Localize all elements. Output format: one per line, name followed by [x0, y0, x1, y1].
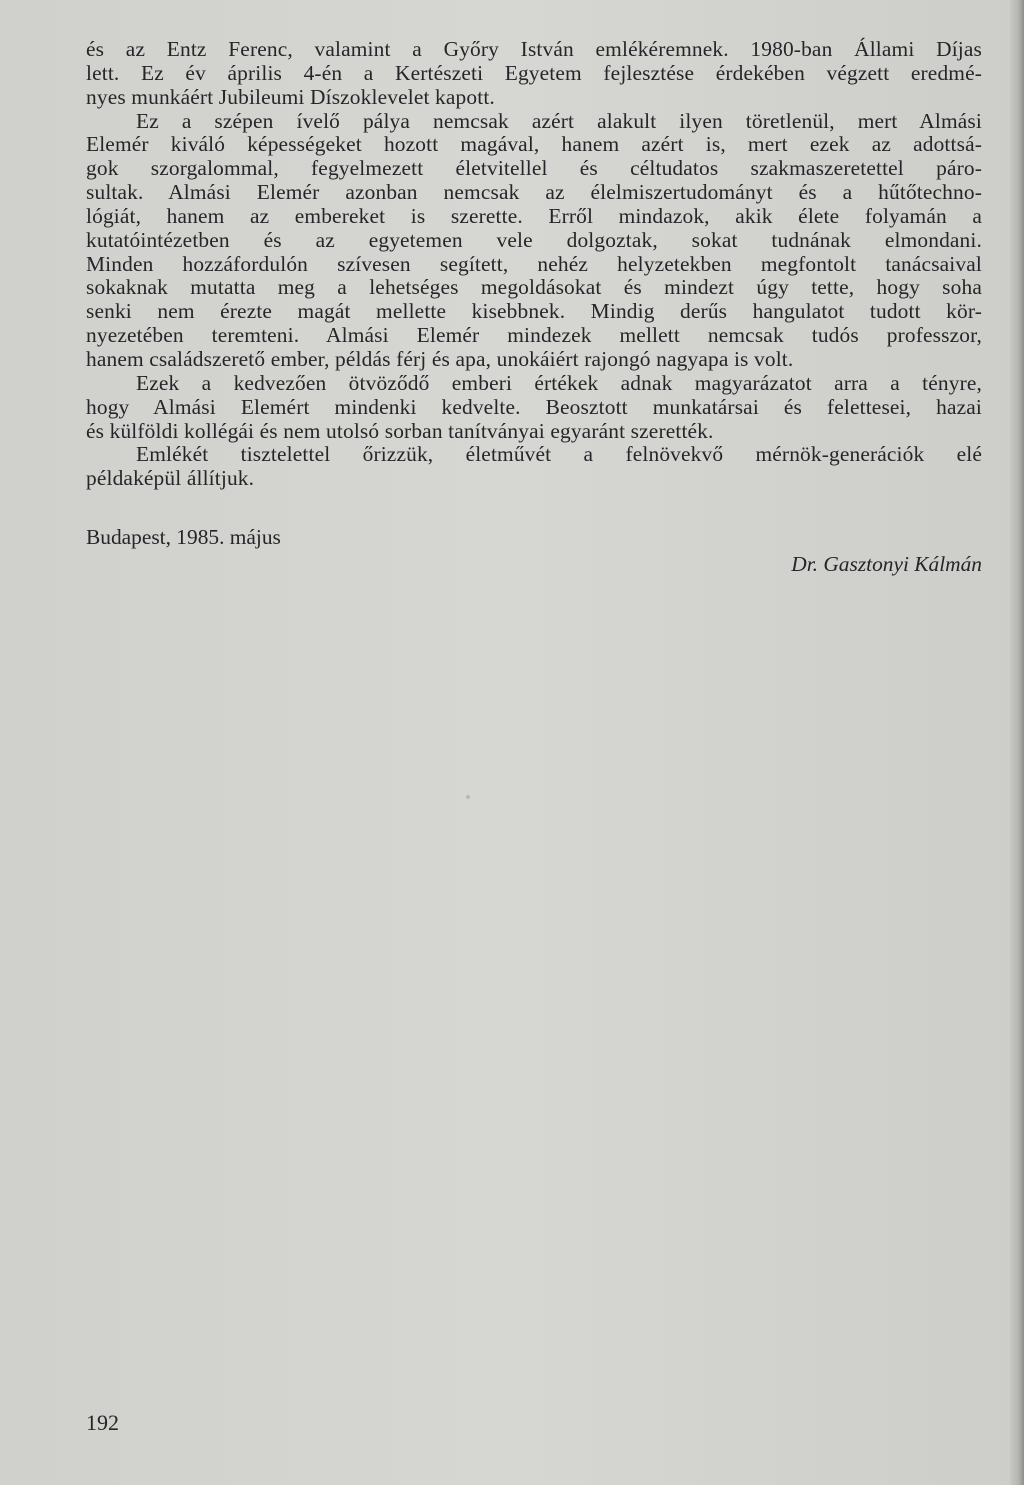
page-number: 192 — [86, 1410, 119, 1435]
text-line: Ezek a kedvezően ötvöződő emberi értékek adnak magyarázatot arra a tényre, — [136, 370, 982, 395]
text-line: senki nem érezte magát mellette kisebbnek. Mindig derűs hangulatot tudott kör- — [86, 299, 982, 324]
text-line: Emlékét tisztelettel őrizzük, életművét a felnövekvő mérnök-generációk elé — [136, 442, 982, 467]
text-line: gok szorgalommal, fegyelmezett életvitellel és céltudatos szakmaszeretettel páro- — [86, 156, 982, 181]
text-line: és külföldi kollégái és nem utolsó sorban tanítványai egyaránt szerették. — [86, 418, 714, 443]
page-edge-shadow — [1010, 0, 1024, 1485]
text-line: Elemér kiváló képességeket hozott magával, hanem azért is, mert ezek az adottsá- — [86, 132, 982, 157]
text-line: sokaknak mutatta meg a lehetséges megoldásokat és mindezt úgy tette, hogy soha — [86, 275, 982, 300]
text-line: nyezetében teremteni. Almási Elemér mindezek mellett nemcsak tudós professzor, — [86, 323, 982, 348]
place-and-date: Budapest, 1985. május — [86, 525, 281, 549]
text-line: hogy Almási Elemért mindenki kedvelte. Beosztott munkatársai és felettesei, hazai — [86, 394, 982, 419]
text-line: kutatóintézetben és az egyetemen vele dolgoztak, sokat tudnának elmondani. — [86, 227, 982, 252]
text-line: Minden hozzáfordulón szívesen segített, nehéz helyzetekben megfontolt tanácsaival — [86, 251, 982, 276]
text-line: példaképül állítjuk. — [86, 466, 255, 491]
text-line: nyes munkáért Jubileumi Díszoklevelet kapott. — [86, 84, 495, 109]
paper-speck — [466, 795, 470, 799]
text-line: lógiát, hanem az embereket is szerette. Erről mindazok, akik élete folyamán a — [86, 203, 982, 228]
text-line: sultak. Almási Elemér azonban nemcsak az élelmiszertudományt és a hűtőtechno- — [86, 180, 982, 205]
text-line: Ez a szépen ívelő pálya nemcsak azért alakult ilyen töretlenül, mert Almási — [136, 108, 982, 133]
body-text — [86, 38, 982, 491]
text-line: és az Entz Ferenc, valamint a Győry István emlékéremnek. 1980-ban Állami Díjas — [86, 37, 982, 61]
text-line: hanem családszerető ember, példás férj és apa, unokáiért rajongó nagyapa is volt. — [86, 346, 794, 371]
text-line: lett. Ez év április 4-én a Kertészeti Egyetem fejlesztése érdekében végzett eredmé- — [86, 60, 982, 85]
author-signature: Dr. Gasztonyi Kálmán — [791, 552, 982, 576]
